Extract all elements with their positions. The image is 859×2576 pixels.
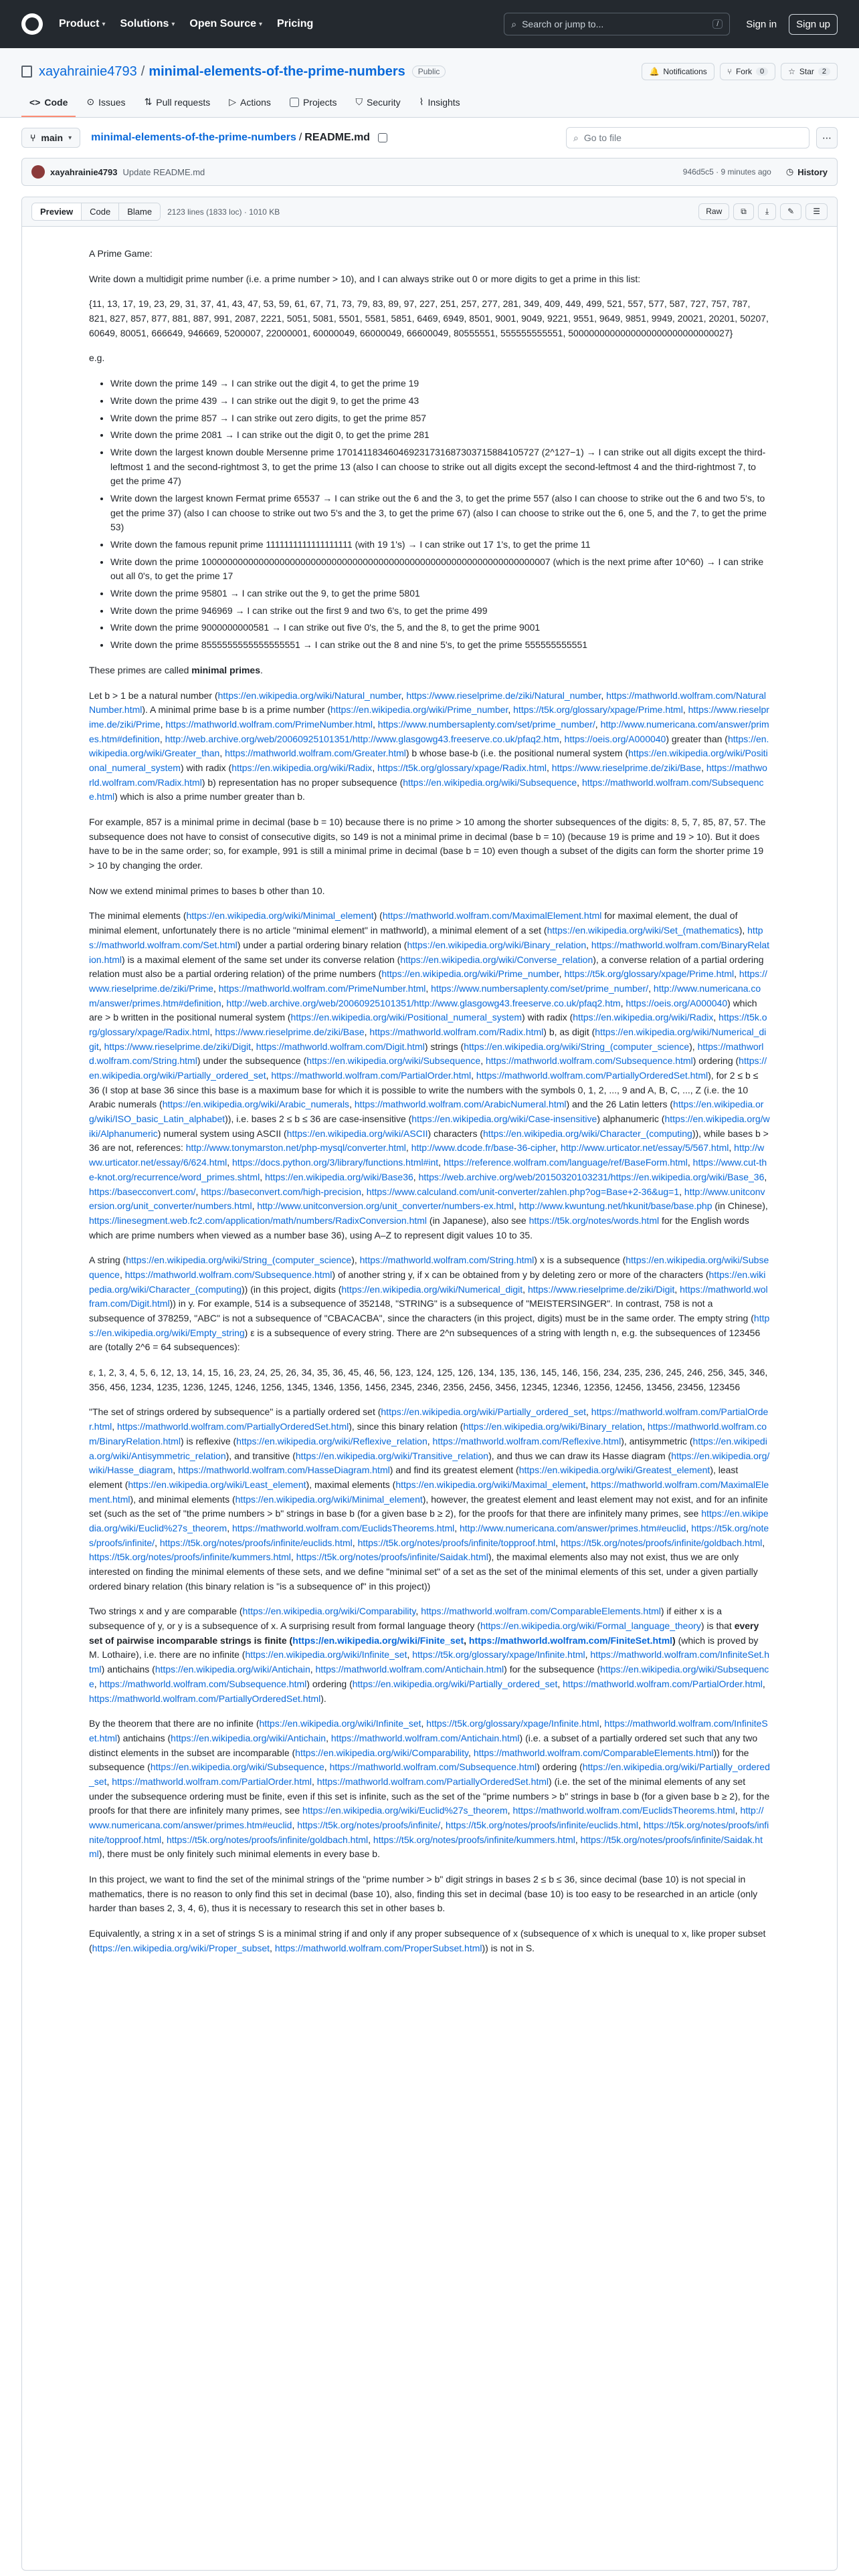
reference-link[interactable]: https://mathworld.wolfram.com/Antichain.html bbox=[330, 1732, 520, 1743]
reference-link[interactable]: https://en.wikipedia.org/wiki/Empty_string bbox=[89, 1313, 770, 1338]
repo-owner-link[interactable]: xayahrainie4793 bbox=[39, 64, 137, 79]
tab-security[interactable] bbox=[348, 90, 409, 117]
reference-link[interactable]: https://mathworld.wolfram.com/EuclidsTheorems.html bbox=[512, 1805, 735, 1816]
visibility-badge: Public bbox=[412, 66, 446, 78]
reference-link[interactable]: https://en.wikipedia.org/wiki/Maximal_element bbox=[395, 1479, 586, 1490]
reference-link[interactable]: https://mathworld.wolfram.com/BinaryRelation.html bbox=[89, 939, 770, 965]
reference-link[interactable]: https://t5k.org/notes/proofs/infinite/Saidak.html bbox=[296, 1551, 488, 1563]
reference-link[interactable]: https://en.wikipedia.org/wiki/Reflexive_relation bbox=[236, 1435, 427, 1446]
commit-message-link[interactable]: Update README.md bbox=[122, 167, 205, 177]
breadcrumb-separator: / bbox=[298, 132, 302, 143]
chevron-down-icon: ▾ bbox=[171, 20, 175, 28]
view-mode-toggle bbox=[31, 203, 161, 221]
reference-link[interactable]: https://t5k.org/notes/proofs/infinite/goldbach.html bbox=[561, 1537, 763, 1548]
file-actions bbox=[698, 203, 828, 220]
reference-link[interactable]: https://en.wikipedia.org/wiki/Positional_numeral_system bbox=[89, 748, 768, 773]
text: These primes are called bbox=[89, 664, 192, 675]
list-item: • Write down the largest known Fermat prime 65537 → I can strike out the 6 and the 3, to get the prime 557 (also I can choose to strike out the 6 and two 5's, to get the prime 37) (also I can choose to strike out two 5's and the 3, to get the prime 67) (also I can choose to strike out the 6, one 5, and the 7, to get the prime 53) bbox=[110, 492, 770, 535]
reference-link[interactable]: https://mathworld.wolfram.com/ComparableElements.html bbox=[421, 1606, 661, 1617]
tab-pull-requests-label: Pull requests bbox=[156, 96, 211, 108]
reference-link[interactable]: https://web.archive.org/web/20150320103231/https://en.wikipedia.org/wiki/Base_36 bbox=[418, 1171, 765, 1182]
star-count: 2 bbox=[818, 68, 830, 76]
reference-link[interactable]: https://en.wikipedia.org/wiki/Radix bbox=[573, 1012, 714, 1023]
reference-link[interactable]: https://t5k.org/notes/proofs/infinite/ bbox=[297, 1820, 441, 1830]
reference-link[interactable]: http://web.archive.org/web/20060925101351/http://www.glasgowg43.freeserve.co.uk/pfaq2.htm bbox=[226, 997, 621, 1008]
reference-link[interactable]: https://en.wikipedia.org/wiki/Prime_number bbox=[330, 704, 508, 716]
reference-link[interactable]: https://en.wikipedia.org/wiki/Positional_numeral_system bbox=[290, 1012, 522, 1023]
commit-author-link[interactable]: xayahrainie4793 bbox=[50, 167, 118, 177]
download-icon[interactable]: ⤓ bbox=[758, 203, 776, 220]
reference-link[interactable]: https://t5k.org/notes/proofs/infinite/topproof.html bbox=[89, 1820, 769, 1845]
tab-actions[interactable] bbox=[221, 90, 279, 117]
reference-link[interactable]: https://t5k.org/notes/proofs/infinite/topproof.html bbox=[357, 1537, 556, 1548]
pull-request-icon: ⇅ bbox=[144, 96, 153, 107]
sign-up-button[interactable]: Sign up bbox=[789, 14, 838, 35]
reference-link[interactable]: https://t5k.org/notes/proofs/infinite/Saidak.html bbox=[89, 1834, 763, 1860]
reference-link[interactable]: https://t5k.org/notes/proofs/infinite/kummers.html bbox=[373, 1834, 575, 1845]
reference-link[interactable]: http://www.urticator.net/essay/5/567.html bbox=[561, 1142, 729, 1154]
paragraph: Now we extend minimal primes to bases b other than 10. bbox=[89, 885, 325, 896]
reference-link[interactable]: https://mathworld.wolfram.com/FiniteSet.html bbox=[468, 1634, 673, 1646]
breadcrumb-file: README.md bbox=[304, 132, 371, 143]
reference-link[interactable]: https://en.wikipedia.org/wiki/String_(computer_science bbox=[126, 1255, 352, 1266]
list-item: • Write down the largest known double Mersenne prime 170141183460469231731687303715884105727 (2^127−1) → I can strike out all digits except the third-leftmost 1 and the second-rightmost 3, to get the prime 13 (also I can choose to strike out all digits except the second-leftmost 4 and the third-rightmost 7, to get the prime 47) bbox=[110, 445, 770, 489]
reference-link[interactable]: https://mathworld.wolfram.com/PrimeNumber.html bbox=[165, 718, 373, 730]
star-icon: ☆ bbox=[788, 67, 795, 76]
paragraph bbox=[89, 663, 770, 678]
reference-link[interactable]: https://t5k.org/notes/proofs/infinite/euclids.html bbox=[159, 1537, 353, 1548]
commit-meta: 946d5c5 · 9 minutes ago bbox=[682, 167, 771, 177]
reference-link[interactable]: https://oeis.org/A000040 bbox=[626, 997, 728, 1008]
readme-content bbox=[22, 227, 837, 1987]
reference-link[interactable]: https://mathworld.wolfram.com/MaximalElement.html bbox=[89, 1479, 769, 1505]
paragraph: Equivalently, a string x in a set of strings S is a minimal string if and only if any proper subsequence of x (subsequence of x which is unequal to x, like proper subset (https://en.wikipedia.org/wiki/Proper_subset, https://mathworld.wolfram.com/ProperSubset.html)) is not in S. bbox=[89, 1928, 766, 1953]
reference-link[interactable]: http://www.unitconversion.org/unit_converter/numbers-ex.html bbox=[257, 1200, 514, 1212]
breadcrumb bbox=[91, 132, 387, 144]
list-item: • Write down the prime 95801 → I can strike out the 9, to get the prime 5801 bbox=[110, 586, 770, 601]
reference-link[interactable]: https://en.wikipedia.org/wiki/ISO_basic_Latin_alphabet bbox=[89, 1099, 764, 1125]
history-button[interactable] bbox=[786, 167, 828, 177]
go-to-file-placeholder: Go to file bbox=[583, 132, 622, 143]
sign-in-link[interactable]: Sign in bbox=[746, 18, 777, 30]
star-button[interactable] bbox=[781, 63, 838, 80]
nav-pricing-label: Pricing bbox=[277, 18, 314, 29]
reference-link[interactable]: https://mathworld.wolfram.com/Digit.html bbox=[256, 1041, 425, 1052]
avatar[interactable] bbox=[31, 165, 45, 179]
prime-list: {11, 13, 17, 19, 23, 29, 31, 37, 41, 43, 47, 53, 59, 61, 67, 71, 73, 79, 83, 89, 97, 227, 251, 257, 277, 281, 349, 409, 449, 499, 521, 557, 577, 587, 727, 757, 787, 821, 827, 857, 877, 881, 887, 991, 2087, 2221, 5051, 5081, 5501, 5581, 5851, 6469, 6949, 8501, 9001, 9049, 9221, 9551, 9649, 9851, 9949, 20021, 20201, 50207, 60649, 80051, 666649, 946669, 5200007, 22000001, 60000049, 66000049, 66600049, 80555551, 555555555551, 5000000000000000000000000000027} bbox=[89, 298, 769, 338]
text: Two strings x and y are comparable (https://en.wikipedia.org/wiki/Comparability, https://mathworld.wolfram.com/ComparableElements.html) if either x is a subsequence of y, or y is a subsequence of x. A surprising result from formal language theory (https://en.wikipedia.org/wiki/Formal_language_theory) is that bbox=[89, 1606, 735, 1632]
reference-link[interactable]: https://en.wikipedia.org/wiki/Prime_number bbox=[381, 968, 559, 980]
paragraph: For example, 857 is a minimal prime in decimal (base b = 10) because there is no prime > 10 among the shorter subsequences of the digits: 8, 5, 7, 85, 87, 57. The subsequence does not have to consist of consecutive digits, so 149 is not a minimal prime in decimal (base b = 10) (because 19 is prime and 19 > 10). But it does have to be in the same order; so, for example, 991 is still a minimal prime in decimal (base b = 10) even though a subset of the digits can form the shorter prime 19 > 10 by changing the order. bbox=[89, 817, 766, 871]
reference-link[interactable]: https://mathworld.wolfram.com/HasseDiagram.html bbox=[178, 1465, 390, 1476]
reference-link[interactable]: https://en.wikipedia.org/wiki/Antichain bbox=[155, 1664, 310, 1675]
graph-icon: ⌇ bbox=[419, 96, 424, 107]
paragraph: e.g. bbox=[89, 352, 105, 364]
reference-link[interactable]: https://mathworld.wolfram.com/Reflexive.html bbox=[432, 1435, 622, 1446]
reference-link[interactable]: https://www.rieselprime.de/ziki/Base bbox=[551, 762, 702, 773]
nav-open-source-label: Open Source bbox=[189, 18, 256, 29]
reference-link[interactable]: https://en.wikipedia.org/wiki/Partially_ordered_set bbox=[381, 1406, 586, 1418]
reference-link[interactable]: https://www.numbersaplenty.com/set/prime_number/ bbox=[431, 982, 649, 994]
tab-issues[interactable] bbox=[78, 90, 133, 117]
reference-link[interactable]: https://www.calculand.com/unit-converter/zahlen.php?og=Base+2-36&ug=1 bbox=[366, 1186, 680, 1197]
reference-link[interactable]: https://mathworld.wolfram.com/PartialOrder.html bbox=[112, 1776, 312, 1787]
search-icon: ⌕ bbox=[573, 132, 579, 143]
reference-link[interactable]: https://en.wikipedia.org/wiki/Base36 bbox=[265, 1171, 413, 1182]
reference-link[interactable]: https://mathworld.wolfram.com/PartialOrder.html bbox=[271, 1070, 472, 1081]
file-navigation bbox=[0, 118, 859, 158]
paragraph: A Prime Game: bbox=[89, 248, 153, 259]
fork-count: 0 bbox=[756, 68, 768, 76]
reference-link[interactable]: https://t5k.org/notes/proofs/infinite/kummers.html bbox=[89, 1551, 291, 1563]
repo-actions bbox=[642, 63, 838, 80]
tab-projects[interactable] bbox=[282, 90, 345, 117]
reference-link[interactable]: https://mathworld.wolfram.com/Digit.html bbox=[89, 1283, 768, 1309]
reference-link[interactable]: https://mathworld.wolfram.com/ProperSubset.html bbox=[274, 1942, 482, 1953]
reference-link[interactable]: https://mathworld.wolfram.com/PartiallyOrderedSet.html bbox=[316, 1776, 549, 1787]
reference-link[interactable]: https://en.wikipedia.org/wiki/Binary_relation bbox=[407, 939, 587, 950]
reference-link[interactable]: https://docs.python.org/3/library/functions.html#int bbox=[232, 1157, 439, 1168]
repo-title-row bbox=[21, 63, 838, 80]
reference-link[interactable]: https://www.rieselprime.de/ziki/Natural_number bbox=[406, 689, 601, 701]
repo-header bbox=[0, 48, 859, 118]
more-options-icon[interactable]: ⋯ bbox=[816, 127, 838, 148]
reference-link[interactable]: https://mathworld.wolfram.com/String.html bbox=[359, 1255, 535, 1266]
reference-link[interactable]: https://mathworld.wolfram.com/Subsequence.html bbox=[329, 1761, 537, 1773]
code-view-tab[interactable]: Code bbox=[82, 203, 119, 220]
reference-link[interactable]: https://en.wikipedia.org/wiki/ASCII bbox=[286, 1128, 428, 1139]
reference-link[interactable]: https://reference.wolfram.com/language/ref/BaseForm.html bbox=[443, 1157, 688, 1168]
tab-code-label: Code bbox=[44, 96, 68, 108]
chevron-down-icon: ▾ bbox=[258, 20, 263, 28]
reference-link[interactable]: https://t5k.org/glossary/xpage/Prime.html bbox=[564, 968, 735, 980]
reference-link[interactable]: https://linesegment.web.fc2.com/application/math/numbers/RadixConversion.html bbox=[89, 1214, 427, 1226]
reference-link[interactable]: https://mathworld.wolfram.com/Radix.html bbox=[369, 1026, 544, 1037]
reference-link[interactable]: https://en.wikipedia.org/wiki/Minimal_element bbox=[235, 1493, 423, 1505]
branch-selector[interactable] bbox=[21, 128, 80, 148]
reference-link[interactable]: https://mathworld.wolfram.com/NaturalNumber.html bbox=[89, 689, 766, 716]
reference-link[interactable]: https://en.wikipedia.org/wiki/Subsequence bbox=[89, 1664, 769, 1689]
reference-link[interactable]: https://mathworld.wolfram.com/MaximalElement.html bbox=[382, 910, 602, 922]
reference-link[interactable]: https://mathworld.wolfram.com/InfiniteSet.html bbox=[89, 1718, 768, 1743]
notifications-button[interactable] bbox=[642, 63, 714, 80]
reference-link[interactable]: https://baseconvert.com/high-precision bbox=[201, 1186, 361, 1197]
paragraph: In this project, we want to find the set of the minimal strings of the "prime number > b" digit strings in bases 2 ≤ b ≤ 36, since decimal (base 10) is not special in mathematics, there is no reason to only find this set in decimal (base 10), also, finding this set in decimal (base 10) is too easy to be researched in an article (only harder than bases 2, 3, 4, 6), thus it is necessary to research this set in other bases b. bbox=[89, 1874, 758, 1914]
reference-link[interactable]: https://en.wikipedia.org/wiki/Numerical_digit bbox=[89, 1026, 767, 1052]
reference-link[interactable]: https://en.wikipedia.org/wiki/Greater_than bbox=[89, 733, 769, 759]
reference-link[interactable]: http://www.numericana.com/answer/primes.htm#definition bbox=[89, 982, 761, 1008]
paragraph: A string (https://en.wikipedia.org/wiki/String_(computer_science), https://mathworld.wolfram.com/String.html) x is a subsequence (https://en.wikipedia.org/wiki/Subsequence, https://mathworld.wolfram.com/Subsequence.html) of another string y, if x can be obtained from y by deleting zero or more of the characters (https://en.wikipedia.org/wiki/Character_(computing)) (in this project, digits (https://en.wikipedia.org/wiki/Numerical_digit, https://www.rieselprime.de/ziki/Digit, https://mathworld.wolfram.com/Digit.html)) in y. For example, 514 is a subsequence of 352148, "STRING" is a subsequence of "MEISTERSINGER". In contrast, 758 is not a subsequence of 378259, "ABC" is not a subsequence of "CBACACBA", since the characters (in this project, digits) must be in the same order. The empty string (https://en.wikipedia.org/wiki/Empty_string) ε is a subsequence of every string. There are 2^n subsequences of a string with length n, e.g. the subsequences of 123456 are (totally 2^6 = 64 subsequences): bbox=[89, 1255, 770, 1353]
notifications-label: Notifications bbox=[663, 67, 707, 76]
reference-link[interactable]: https://t5k.org/notes/proofs/infinite/euclids.html bbox=[446, 1820, 638, 1830]
list-item: • Write down the prime 2081 → I can strike out the digit 0, to get the prime 281 bbox=[110, 428, 770, 443]
repo-tabs bbox=[21, 90, 838, 117]
search-icon: ⌕ bbox=[511, 18, 517, 29]
examples-list bbox=[110, 377, 770, 653]
reference-link[interactable]: https://en.wikipedia.org/wiki/String_(computer_science bbox=[464, 1041, 690, 1052]
tab-actions-label: Actions bbox=[240, 96, 271, 108]
reference-link[interactable]: https://mathworld.wolfram.com/String.html bbox=[89, 1041, 764, 1067]
reference-link[interactable]: https://en.wikipedia.org/wiki/Partially_ordered_set bbox=[89, 1055, 767, 1081]
history-label: History bbox=[797, 167, 828, 177]
breadcrumb-repo-link[interactable]: minimal-elements-of-the-prime-numbers bbox=[91, 132, 296, 143]
reference-link[interactable]: https://t5k.org/glossary/xpage/Infinite.html bbox=[426, 1718, 599, 1729]
global-nav bbox=[59, 18, 313, 30]
reference-link[interactable]: https://en.wikipedia.org/wiki/Transitive_relation bbox=[295, 1450, 489, 1461]
branch-name: main bbox=[41, 132, 64, 143]
edit-icon[interactable]: ✎ bbox=[780, 203, 801, 220]
reference-link[interactable]: https://mathworld.wolfram.com/Subsequence.html bbox=[89, 776, 764, 802]
tab-insights-label: Insights bbox=[427, 96, 460, 108]
list-item: • Write down the prime 946969 → I can strike out the first 9 and two 6's, to get the prime 499 bbox=[110, 604, 770, 619]
bold-text: minimal primes bbox=[191, 664, 260, 675]
tab-projects-label: Projects bbox=[302, 96, 337, 108]
nav-solutions-label: Solutions bbox=[120, 18, 169, 29]
reference-link[interactable]: https://en.wikipedia.org/wiki/Greatest_element bbox=[518, 1465, 710, 1476]
code-icon: <> bbox=[29, 96, 41, 108]
reference-link[interactable]: http://www.numericana.com/answer/primes.htm#euclid bbox=[460, 1522, 686, 1533]
reference-link[interactable]: https://t5k.org/notes/proofs/infinite/goldbach.html bbox=[166, 1834, 369, 1845]
reference-link[interactable]: https://en.wikipedia.org/wiki/Euclid%27s_theorem bbox=[89, 1508, 769, 1533]
reference-link[interactable]: http://www.dcode.fr/base-36-cipher bbox=[411, 1142, 556, 1154]
reference-link[interactable]: https://en.wikipedia.org/wiki/Antisymmetric_relation bbox=[89, 1435, 767, 1461]
reference-link[interactable]: https://en.wikipedia.org/wiki/Binary_relation bbox=[463, 1421, 643, 1432]
search-shortcut-key: / bbox=[712, 19, 723, 29]
reference-link[interactable]: https://en.wikipedia.org/wiki/Alphanumeric bbox=[89, 1113, 770, 1139]
paragraph: "The set of strings ordered by subsequence" is a partially ordered set (https://en.wikipedia.org/wiki/Partially_ordered_set, https://mathworld.wolfram.com/PartialOrder.html, https://mathworld.wolfram.com/PartiallyOrderedSet.html), since this binary relation (https://en.wikipedia.org/wiki/Binary_relation, https://mathworld.wolfram.com/BinaryRelation.html) is reflexive (https://en.wikipedia.org/wiki/Reflexive_relation, https://mathworld.wolfram.com/Reflexive.html), antisymmetric (https://en.wikipedia.org/wiki/Antisymmetric_relation), and transitive (https://en.wikipedia.org/wiki/Transitive_relation), and thus we can draw its Hasse diagram (https://en.wikipedia.org/wiki/Hasse_diagram, https://mathworld.wolfram.com/HasseDiagram.html) and find its greatest element (https://en.wikipedia.org/wiki/Greatest_element), least element (https://en.wikipedia.org/wiki/Least_element), maximal elements (https://en.wikipedia.org/wiki/Maximal_element, https://mathworld.wolfram.com/MaximalElement.html), and minimal elements (https://en.wikipedia.org/wiki/Minimal_element), however, the greatest element and least element may not exist, and for an infinite set (such as the set of "the prime numbers > b" strings in base b (for a given base b ≥ 2), for the proofs for that there are infinitely many primes, see https://en.wikipedia.org/wiki/Euclid%27s_theorem, https://mathworld.wolfram.com/EuclidsTheorems.html, http://www.numericana.com/answer/primes.htm#euclid, https://t5k.org/notes/proofs/infinite/, https://t5k.org/notes/proofs/infinite/euclids.html, https://t5k.org/notes/proofs/infinite/topproof.html, https://t5k.org/notes/proofs/infinite/goldbach.html, https://t5k.org/notes/proofs/infinite/kummers.html, https://t5k.org/notes/proofs/infinite/Saidak.html), the maximal elements also may not exist, thus we are only interested on finding the minimal elements of these sets, and we define "minimal set" of a set as the set of the minimal elements of this set, under a given partially ordered binary relation (this binary relation is "is a subsequence of" in this project)) bbox=[89, 1406, 770, 1592]
clock-icon: ◷ bbox=[785, 167, 794, 177]
paragraph: Write down a multidigit prime number (i.e. a prime number > 10), and I can always strike out 0 or more digits to get a prime in this list: bbox=[89, 273, 641, 284]
table-icon bbox=[290, 98, 299, 107]
reference-link[interactable]: https://en.wikipedia.org/wiki/Minimal_element bbox=[186, 910, 374, 922]
text: . bbox=[260, 664, 263, 675]
chevron-down-icon: ▾ bbox=[102, 20, 106, 28]
reference-link[interactable]: https://en.wikipedia.org/wiki/Hasse_diagram bbox=[89, 1450, 770, 1476]
paragraph: Let b > 1 be a natural number (https://en.wikipedia.org/wiki/Natural_number, https://www.rieselprime.de/ziki/Natural_number, https://mathworld.wolfram.com/NaturalNumber.html). A minimal prime base b is a prime number (https://en.wikipedia.org/wiki/Prime_number, https://t5k.org/glossary/xpage/Prime.html, https://www.rieselprime.de/ziki/Prime, https://mathworld.wolfram.com/PrimeNumber.html, https://www.numbersaplenty.com/set/prime_number/, http://www.numericana.com/answer/primes.htm#definition, http://web.archive.org/web/20060925101351/http://www.glasgowg43.freeserve.co.uk/pfaq2.htm, https://oeis.org/A000040) greater than (https://en.wikipedia.org/wiki/Greater_than, https://mathworld.wolfram.com/Greater.html) b whose base-b (i.e. the positional numeral system (https://en.wikipedia.org/wiki/Positional_numeral_system) with radix (https://en.wikipedia.org/wiki/Radix, https://t5k.org/glossary/xpage/Radix.html, https://www.rieselprime.de/ziki/Base, https://mathworld.wolfram.com/Radix.html) b) representation has no proper subsequence (https://en.wikipedia.org/wiki/Subsequence, https://mathworld.wolfram.com/Subsequence.html) which is also a prime number greater than b. bbox=[89, 689, 769, 802]
reference-link[interactable]: https://en.wikipedia.org/wiki/Numerical_digit bbox=[341, 1283, 523, 1295]
file-viewer bbox=[21, 197, 838, 2571]
global-search-input[interactable] bbox=[504, 13, 730, 35]
bold-text: every set of pairwise incomparable strings is finite (https://en.wikipedia.org/wiki/Finite_set, https://mathworld.wolfram.com/FiniteSet.html) bbox=[89, 1620, 759, 1646]
file-info: 2123 lines (1833 loc) · 1010 KB bbox=[167, 207, 280, 217]
tab-issues-label: Issues bbox=[98, 96, 126, 108]
reference-link[interactable]: https://t5k.org/glossary/xpage/Radix.html bbox=[89, 1012, 767, 1037]
reference-link[interactable]: https://oeis.org/A000040 bbox=[564, 733, 666, 744]
reference-link[interactable]: https://en.wikipedia.org/wiki/Radix bbox=[231, 762, 373, 773]
tab-pull-requests[interactable] bbox=[136, 90, 219, 117]
reference-link[interactable]: https://en.wikipedia.org/wiki/Converse_relation bbox=[400, 954, 593, 965]
reference-link[interactable]: https://www.cut-the-knot.org/recurrence/word_primes.shtml bbox=[89, 1157, 767, 1182]
reference-link[interactable]: http://web.archive.org/web/20060925101351/http://www.glasgowg43.freeserve.co.uk/pfaq2.htm bbox=[165, 733, 559, 744]
reference-link[interactable]: https://en.wikipedia.org/wiki/Least_element bbox=[128, 1479, 306, 1490]
reference-link[interactable]: https://mathworld.wolfram.com/PartiallyOrderedSet.html bbox=[117, 1421, 349, 1432]
nav-product-label: Product bbox=[59, 18, 100, 29]
reference-link[interactable]: https://en.wikipedia.org/wiki/Formal_language_theory bbox=[480, 1620, 701, 1632]
reference-link[interactable]: https://t5k.org/notes/words.html bbox=[529, 1214, 660, 1226]
list-item: • Write down the prime 149 → I can strike out the digit 4, to get the prime 19 bbox=[110, 377, 770, 391]
paragraph: By the theorem that there are no infinite (https://en.wikipedia.org/wiki/Infinite_set, https://t5k.org/glossary/xpage/Infinite.html, https://mathworld.wolfram.com/InfiniteSet.html) antichains (https://en.wikipedia.org/wiki/Antichain, https://mathworld.wolfram.com/Antichain.html) (i.e. a subset of a partially ordered set such that any two distinct elements in the subset are incomparable (https://en.wikipedia.org/wiki/Comparability, https://mathworld.wolfram.com/ComparableElements.html)) for the subsequence (https://en.wikipedia.org/wiki/Subsequence, https://mathworld.wolfram.com/Subsequence.html) ordering (https://en.wikipedia.org/wiki/Partially_ordered_set, https://mathworld.wolfram.com/PartialOrder.html, https://mathworld.wolfram.com/PartiallyOrderedSet.html) (i.e. the set of the minimal elements of any set under the subsequence ordering must be finite, even if this set is infinite, such as the set of the "prime numbers > b" strings in base b (for a given base b ≥ 2), for the proofs for that there are infinitely many primes, see https://en.wikipedia.org/wiki/Euclid%27s_theorem, https://mathworld.wolfram.com/EuclidsTheorems.html, http://www.numericana.com/answer/primes.htm#euclid, https://t5k.org/notes/proofs/infinite/, https://t5k.org/notes/proofs/infinite/euclids.html, https://t5k.org/notes/proofs/infinite/topproof.html, https://t5k.org/notes/proofs/infinite/goldbach.html, https://t5k.org/notes/proofs/infinite/kummers.html, https://t5k.org/notes/proofs/infinite/Saidak.html), there must be only finitely such minimal elements in every base b. bbox=[89, 1718, 770, 1860]
bell-icon: 🔔 bbox=[649, 67, 660, 76]
preview-tab[interactable]: Preview bbox=[32, 203, 82, 220]
reference-link[interactable]: https://mathworld.wolfram.com/PartiallyOrderedSet.html bbox=[476, 1070, 708, 1081]
fork-icon: ⑂ bbox=[727, 67, 732, 76]
reference-link[interactable]: https://mathworld.wolfram.com/ArabicNumeral.html bbox=[354, 1099, 567, 1110]
file-toolbar bbox=[22, 197, 837, 227]
branch-icon: ⑂ bbox=[30, 132, 36, 143]
reference-link[interactable]: http://www.numericana.com/answer/primes.htm#euclid bbox=[89, 1805, 764, 1830]
nav-pricing[interactable] bbox=[277, 18, 313, 30]
reference-link[interactable]: http://www.unitconversion.org/unit_converter/numbers.html bbox=[89, 1186, 765, 1212]
star-label: Star bbox=[799, 67, 814, 76]
repo-slash: / bbox=[140, 64, 145, 79]
search-placeholder: Search or jump to... bbox=[522, 19, 604, 29]
text: (which is proved by M. Lothaire), i.e. there are no infinite (https://en.wikipedia.org/wiki/Infinite_set, https://t5k.org/glossary/xpage/Infinite.html, https://mathworld.wolfram.com/InfiniteSet.html) antichains (https://en.wikipedia.org/wiki/Antichain, https://mathworld.wolfram.com/Antichain.html) for the subsequence (https://en.wikipedia.org/wiki/Subsequence, https://mathworld.wolfram.com/Subsequence.html) ordering (https://en.wikipedia.org/wiki/Partially_ordered_set, https://mathworld.wolfram.com/PartialOrder.html, https://mathworld.wolfram.com/PartiallyOrderedSet.html). bbox=[89, 1634, 770, 1704]
reference-link[interactable]: https://en.wikipedia.org/wiki/Subsequence bbox=[150, 1761, 324, 1773]
list-item: • Write down the prime 439 → I can strike out the digit 9, to get the prime 43 bbox=[110, 394, 770, 409]
fork-button[interactable] bbox=[720, 63, 775, 80]
reference-link[interactable]: https://t5k.org/glossary/xpage/Infinite.html bbox=[412, 1649, 585, 1660]
reference-link[interactable]: https://en.wikipedia.org/wiki/Antichain bbox=[171, 1732, 326, 1743]
latest-commit-bar bbox=[21, 158, 838, 186]
reference-link[interactable]: https://mathworld.wolfram.com/PartiallyOrderedSet.html bbox=[89, 1693, 321, 1704]
reference-link[interactable]: https://mathworld.wolfram.com/Radix.html bbox=[89, 762, 767, 788]
reference-link[interactable]: https://t5k.org/glossary/xpage/Radix.html bbox=[377, 762, 547, 773]
list-item: • Write down the prime 1000000000000000000000000000000000000000000000000000000000000000007 (which is the next prime after 10^60) → I can strike out all 0's, to get the prime 17 bbox=[110, 555, 770, 584]
reference-link[interactable]: https://en.wikipedia.org/wiki/Case-insensitive bbox=[411, 1113, 597, 1125]
reference-link[interactable]: https://basecconvert.com/ bbox=[89, 1186, 196, 1197]
reference-link[interactable]: https://mathworld.wolfram.com/Subsequence.html bbox=[124, 1269, 332, 1280]
reference-link[interactable]: https://en.wikipedia.org/wiki/Arabic_numerals bbox=[162, 1099, 350, 1110]
reference-link[interactable]: https://en.wikipedia.org/wiki/Infinite_set bbox=[245, 1649, 407, 1660]
reference-link[interactable]: https://www.numbersaplenty.com/set/prime_number/ bbox=[377, 718, 595, 730]
reference-link[interactable]: https://en.wikipedia.org/wiki/Character_(computing bbox=[89, 1269, 766, 1295]
tab-code[interactable] bbox=[21, 90, 76, 117]
reference-link[interactable]: https://en.wikipedia.org/wiki/Character_(computing bbox=[483, 1128, 692, 1139]
reference-link[interactable]: https://mathworld.wolfram.com/EuclidsTheorems.html bbox=[232, 1522, 455, 1533]
reference-link[interactable]: https://mathworld.wolfram.com/Antichain.html bbox=[315, 1664, 504, 1675]
github-logo-icon[interactable] bbox=[21, 13, 43, 35]
reference-link[interactable]: https://mathworld.wolfram.com/Subsequence.html bbox=[486, 1055, 693, 1067]
reference-link[interactable]: https://mathworld.wolfram.com/BinaryRelation.html bbox=[89, 1421, 767, 1446]
tab-security-label: Security bbox=[367, 96, 401, 108]
reference-link[interactable]: https://mathworld.wolfram.com/InfiniteSet.html bbox=[89, 1649, 770, 1675]
reference-link[interactable]: https://en.wikipedia.org/wiki/Comparability bbox=[295, 1747, 469, 1758]
reference-link[interactable]: https://en.wikipedia.org/wiki/Infinite_set bbox=[259, 1718, 421, 1729]
list-item: • Write down the famous repunit prime 1111111111111111111 (with 19 1's) → I can strike out 17 1's, to get the prime 11 bbox=[110, 538, 770, 552]
blame-tab[interactable]: Blame bbox=[119, 203, 160, 220]
raw-button[interactable]: Raw bbox=[698, 203, 729, 220]
go-to-file-input[interactable] bbox=[566, 127, 809, 148]
outline-icon[interactable]: ☰ bbox=[805, 203, 828, 220]
chevron-down-icon: ▾ bbox=[68, 134, 72, 142]
repo-icon bbox=[21, 66, 32, 78]
shield-icon: ⛉ bbox=[355, 96, 363, 107]
list-item: • Write down the prime 8555555555555555551 → I can strike out the 8 and nine 5's, to get the prime 555555555551 bbox=[110, 638, 770, 653]
reference-link[interactable]: https://en.wikipedia.org/wiki/Finite_set bbox=[292, 1634, 464, 1646]
copy-path-icon[interactable] bbox=[378, 133, 387, 142]
tab-insights[interactable] bbox=[411, 90, 468, 117]
reference-link[interactable]: https://en.wikipedia.org/wiki/Comparability bbox=[242, 1606, 416, 1617]
copy-icon[interactable]: ⧉ bbox=[733, 203, 754, 220]
reference-link[interactable]: https://en.wikipedia.org/wiki/Partially_ordered_set bbox=[89, 1761, 770, 1787]
reference-link[interactable]: https://en.wikipedia.org/wiki/Natural_number bbox=[217, 689, 401, 701]
reference-link[interactable]: https://en.wikipedia.org/wiki/Euclid%27s_theorem bbox=[302, 1805, 508, 1816]
reference-link[interactable]: https://en.wikipedia.org/wiki/Subsequence bbox=[89, 1255, 769, 1280]
reference-link[interactable]: https://mathworld.wolfram.com/PrimeNumber.html bbox=[218, 982, 426, 994]
reference-link[interactable]: https://en.wikipedia.org/wiki/Partially_ordered_set bbox=[352, 1678, 558, 1689]
reference-link[interactable]: https://en.wikipedia.org/wiki/Subsequence bbox=[306, 1055, 481, 1067]
reference-link[interactable]: https://www.rieselprime.de/ziki/Digit bbox=[527, 1283, 675, 1295]
reference-link[interactable]: http://www.numericana.com/answer/primes.htm#definition bbox=[89, 718, 769, 744]
reference-link[interactable]: https://mathworld.wolfram.com/Greater.html bbox=[225, 748, 406, 759]
nav-open-source[interactable] bbox=[189, 18, 262, 30]
reference-link[interactable]: https://www.rieselprime.de/ziki/Digit bbox=[104, 1041, 251, 1052]
subsequence-list: ε, 1, 2, 3, 4, 5, 6, 12, 13, 14, 15, 16, 23, 24, 25, 26, 34, 35, 36, 45, 46, 56, 123, 124, 125, 126, 134, 135, 136, 145, 146, 156, 234, 235, 236, 245, 246, 256, 345, 346, 356, 456, 1234, 1235, 1236, 1245, 1246, 1256, 1345, 1346, 1356, 1456, 2345, 2346, 2356, 2456, 3456, 12345, 12346, 12356, 12456, 13456, 23456, 123456 bbox=[89, 1367, 768, 1392]
reference-link[interactable]: http://www.kwuntung.net/hkunit/base/base.php bbox=[518, 1200, 712, 1212]
list-item: • Write down the prime 9000000000581 → I can strike out five 0's, the 5, and the 8, to get the prime 9001 bbox=[110, 621, 770, 635]
reference-link[interactable]: https://t5k.org/glossary/xpage/Prime.html bbox=[513, 704, 683, 716]
reference-link[interactable]: http://www.urticator.net/essay/6/624.html bbox=[89, 1142, 765, 1168]
issue-icon: ⊙ bbox=[86, 96, 95, 107]
reference-link[interactable]: http://www.tonymarston.net/php-mysql/converter.html bbox=[185, 1142, 406, 1154]
reference-link[interactable]: https://en.wikipedia.org/wiki/Set_(mathematics bbox=[547, 925, 739, 936]
nav-solutions[interactable] bbox=[120, 18, 175, 30]
paragraph: The minimal elements (https://en.wikipedia.org/wiki/Minimal_element) (https://mathworld.wolfram.com/MaximalElement.html for maximal element, the dual of minimal element, unfortunately there is no article "minimal element" in mathworld), a minimal element of a set (https://en.wikipedia.org/wiki/Set_(mathematics), https://mathworld.wolfram.com/Set.html) under a partial ordering binary relation (https://en.wikipedia.org/wiki/Binary_relation, https://mathworld.wolfram.com/BinaryRelation.html) is a maximal element of the same set under its converse relation (https://en.wikipedia.org/wiki/Converse_relation), a converse relation of a partial ordering relation must also be a partial ordering relation) of the prime numbers (https://en.wikipedia.org/wiki/Prime_number, https://t5k.org/glossary/xpage/Prime.html, https://www.rieselprime.de/ziki/Prime, https://mathworld.wolfram.com/PrimeNumber.html, https://www.numbersaplenty.com/set/prime_number/, http://www.numericana.com/answer/primes.htm#definition, http://web.archive.org/web/20060925101351/http://www.glasgowg43.freeserve.co.uk/pfaq2.htm, https://oeis.org/A000040) which are > b written in the positional numeral system (https://en.wikipedia.org/wiki/Positional_numeral_system) with radix (https://en.wikipedia.org/wiki/Radix, https://t5k.org/glossary/xpage/Radix.html, https://www.rieselprime.de/ziki/Base, https://mathworld.wolfram.com/Radix.html) b, as digit (https://en.wikipedia.org/wiki/Numerical_digit, https://www.rieselprime.de/ziki/Digit, https://mathworld.wolfram.com/Digit.html) strings (https://en.wikipedia.org/wiki/String_(computer_science), https://mathworld.wolfram.com/String.html) under the subsequence (https://en.wikipedia.org/wiki/Subsequence, https://mathworld.wolfram.com/Subsequence.html) ordering (https://en.wikipedia.org/wiki/Partially_ordered_set, https://mathworld.wolfram.com/PartialOrder.html, https://mathworld.wolfram.com/PartiallyOrderedSet.html), for 2 ≤ b ≤ 36 (I stop at base 36 since this base is a maximum base for which it is possible to write the numbers with the symbols 0, 1, 2, ..., 9 and A, B, C, ..., Z (i.e. the 10 Arabic numerals (https://en.wikipedia.org/wiki/Arabic_numerals, https://mathworld.wolfram.com/ArabicNumeral.html) and the 26 Latin letters (https://en.wikipedia.org/wiki/ISO_basic_Latin_alphabet)), i.e. bases 2 ≤ b ≤ 36 are case-insensitive (https://en.wikipedia.org/wiki/Case-insensitive) alphanumeric (https://en.wikipedia.org/wiki/Alphanumeric) numeral system using ASCII (https://en.wikipedia.org/wiki/ASCII) characters (https://en.wikipedia.org/wiki/Character_(computing)), while bases b > 36 are not, references: http://www.tonymarston.net/php-mysql/converter.html, http://www.dcode.fr/base-36-cipher, http://www.urticator.net/essay/5/567.html, http://www.urticator.net/essay/6/624.html, https://docs.python.org/3/library/functions.html#int, https://reference.wolfram.com/language/ref/BaseForm.html, https://www.cut-the-knot.org/recurrence/word_primes.shtml, https://en.wikipedia.org/wiki/Base36, https://web.archive.org/web/20150320103231/https://en.wikipedia.org/wiki/Base_36, https://basecconvert.com/, https://baseconvert.com/high-precision, https://www.calculand.com/unit-converter/zahlen.php?og=Base+2-36&ug=1, http://www.unitconversion.org/unit_converter/numbers.html, http://www.unitconversion.org/unit_converter/numbers-ex.html, http://www.kwuntung.net/hkunit/base/base.php (in Chinese), https://linesegment.web.fc2.com/application/math/numbers/RadixConversion.html (in Japanese), also see https://t5k.org/notes/words.html for the English words which are prime numbers when viewed as a number base 36), using A–Z to represent digit values 10 to 35. bbox=[89, 910, 770, 1241]
reference-link[interactable]: https://mathworld.wolfram.com/PartialOrder.html bbox=[89, 1406, 769, 1432]
reference-link[interactable]: https://www.rieselprime.de/ziki/Prime bbox=[89, 704, 769, 730]
nav-product[interactable] bbox=[59, 18, 105, 30]
reference-link[interactable]: https://mathworld.wolfram.com/Subsequence.html bbox=[99, 1678, 307, 1689]
reference-link[interactable]: https://www.rieselprime.de/ziki/Base bbox=[215, 1026, 365, 1037]
fork-label: Fork bbox=[735, 67, 752, 76]
paragraph bbox=[89, 1604, 770, 1706]
repo-name-link[interactable]: minimal-elements-of-the-prime-numbers bbox=[149, 64, 405, 79]
reference-link[interactable]: https://www.rieselprime.de/ziki/Prime bbox=[89, 968, 767, 994]
reference-link[interactable]: https://mathworld.wolfram.com/ComparableElements.html bbox=[473, 1747, 714, 1758]
reference-link[interactable]: https://en.wikipedia.org/wiki/Subsequence bbox=[403, 776, 577, 788]
global-header bbox=[0, 0, 859, 48]
list-item: • Write down the prime 857 → I can strike out zero digits, to get the prime 857 bbox=[110, 411, 770, 426]
reference-link[interactable]: https://en.wikipedia.org/wiki/Proper_subset bbox=[92, 1942, 270, 1953]
reference-link[interactable]: https://mathworld.wolfram.com/PartialOrder.html bbox=[563, 1678, 763, 1689]
reference-link[interactable]: https://mathworld.wolfram.com/Set.html bbox=[89, 925, 763, 950]
reference-link[interactable]: https://t5k.org/notes/proofs/infinite/ bbox=[89, 1522, 769, 1548]
play-icon: ▷ bbox=[229, 96, 237, 107]
